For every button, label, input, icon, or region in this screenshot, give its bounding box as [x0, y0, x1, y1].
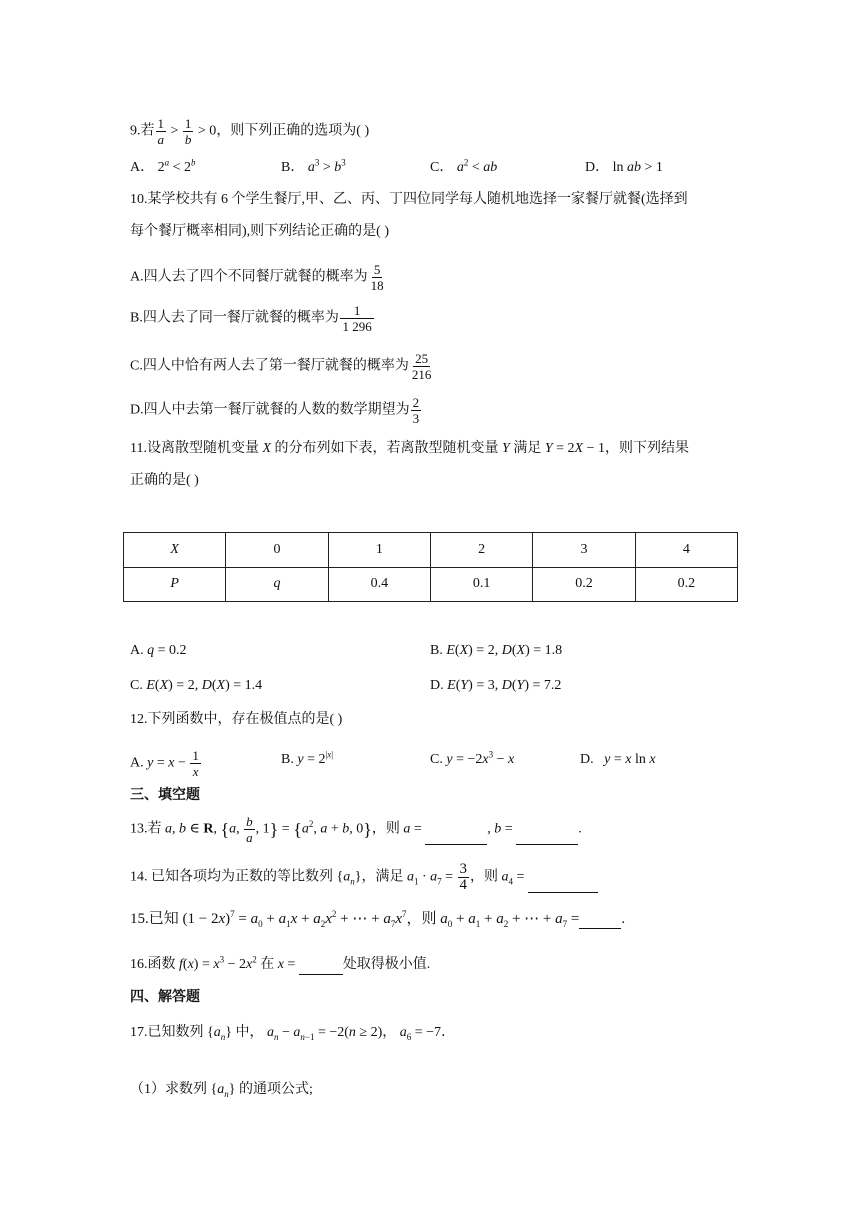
q12-stem: 12.下列函数中，存在极值点的是( ) [130, 712, 343, 727]
table-cell: 0 [226, 533, 328, 568]
q17-stem: 17.已知数列 $\{a_n\}$ 中， $a_n - a_{n-1} = -2(n \ge 2)$， $a_6 = -7$． [130, 1025, 456, 1042]
q9-option-d: D． ln ab > 1 [585, 160, 663, 175]
q9-option-c: C． $a^2$ < ab [430, 157, 498, 175]
table-row [124, 567, 738, 602]
q15-stem: 15.已知 $(1 - 2x)^7 = a_0 + a_1x + a_2x^2$ + ⋯ + $a_7x^7$，则 $a_0 + a_1 + a_2$ + ⋯ + $a_7$ = . [130, 909, 626, 929]
q14-stem: 14. 已知各项均为正数的等比数列 $\{a_n\}$，满足 $a_1 \cdot a_7$ = $\frac{3}{4}$ ，则 $a_4$ = [130, 862, 598, 893]
table-cell: 1 [328, 533, 430, 568]
q12-option-d: D. y = x ln x [580, 752, 656, 767]
q17-part1: （1）求数列 $\{a_n\}$ 的通项公式; [130, 1082, 313, 1099]
table-cell: 0.2 [533, 567, 635, 602]
q9-stem: 9.若 $\frac{1}{a}$ > $\frac{1}{b}$ > 0，则下列正确的选项为( ) [130, 116, 370, 147]
q10-line2: 每个餐厅概率相同),则下列结论正确的是( ) [130, 224, 389, 239]
q10-line1: 10.某学校共有 6 个学生餐厅,甲、乙、丙、丁四位同学每人随机地选择一家餐厅就餐(选择到 [130, 192, 688, 207]
section-heading-fill-in: 三、填空题 [130, 787, 200, 803]
table-cell: 0.2 [635, 567, 737, 602]
q13-stem: 13.若 a, b ∈ R, {a, $\frac{b}{a}$ , $1\} = \{a^2$, a + b, 0}，则 a = , b = . [130, 814, 582, 845]
table-cell: q [226, 567, 328, 602]
fraction: $\frac{1}{a}$ [157, 116, 164, 147]
q11-line2: 正确的是( ) [130, 473, 199, 488]
table-cell: 2 [430, 533, 532, 568]
table-row [124, 533, 738, 568]
distribution-table [123, 532, 738, 602]
table-cell: 3 [533, 533, 635, 568]
q11-option-c: C. E(X) = 2, D(X) = 1.4 [130, 678, 263, 693]
q10-option-d: D.四人中去第一餐厅就餐的人数的数学期望为 $\frac{2}{3}$ [130, 395, 420, 426]
q12-option-c: C. $y = -2x^3 - x$ [430, 749, 515, 767]
section-heading-answer: 四、解答题 [130, 989, 200, 1005]
q11-option-d: D. E(Y) = 3, D(Y) = 7.2 [430, 678, 562, 693]
q10-option-c: C.四人中恰有两人去了第一餐厅就餐的概率为 $\frac{25}{216}$ [130, 351, 432, 382]
q11-option-a: A. q = 0.2 [130, 643, 187, 658]
q12-option-a: A. y = x − $\frac{1}{x}$ [130, 748, 199, 779]
q9-option-a: A． $2^a < 2^b$ [130, 157, 196, 175]
q9-option-b: B． $a^3 > b^3$ [281, 157, 346, 175]
q10-option-b: B.四人去了同一餐厅就餐的概率为 $\frac{1}{1 296}$ [130, 303, 375, 334]
table-cell: 0.1 [430, 567, 532, 602]
q11-line1: 11.设离散型随机变量 X 的分布列如下表，若离散型随机变量 Y 满足 Y = 2X − 1，则下列结果 [130, 441, 690, 456]
fraction: $\frac{1}{b}$ [184, 116, 192, 147]
table-cell: X [124, 533, 226, 568]
q10-option-a: A.四人去了四个不同餐厅就餐的概率为 $\frac{5}{18}$ [130, 262, 384, 293]
q16-stem: 16.函数 $f(x) = x^3 - 2x^2$ 在 x = 处取得极小值. [130, 955, 430, 975]
q12-option-b: B. $y = 2^{|x|}$ [281, 749, 334, 767]
table-cell: P [124, 567, 226, 602]
q11-option-b: B. E(X) = 2, D(X) = 1.8 [430, 643, 563, 658]
table-cell: 0.4 [328, 567, 430, 602]
table-cell: 4 [635, 533, 737, 568]
